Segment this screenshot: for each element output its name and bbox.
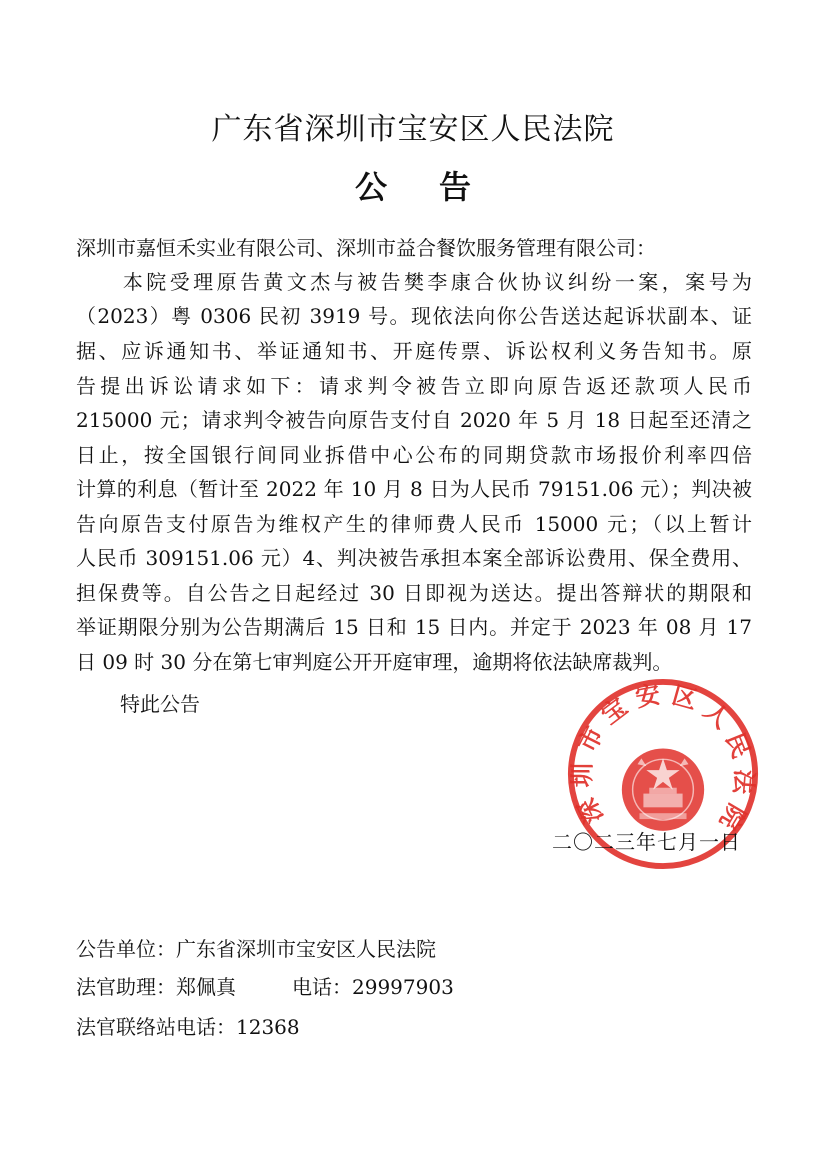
station-label: 法官联络站电话： bbox=[76, 1015, 236, 1039]
body-line: 据、应诉通知书、举证通知书、开庭传票、诉讼权利义务告知书。原 bbox=[76, 339, 752, 363]
footer-unit bbox=[76, 933, 436, 962]
body-line: 本院受理原告黄文杰与被告樊李康合伙协议纠纷一案，案号为 bbox=[76, 270, 752, 294]
phone-label: 电话： bbox=[292, 975, 352, 999]
notice-date: 二〇二三年七月一日 bbox=[552, 830, 741, 854]
phone-value: 29997903 bbox=[352, 975, 454, 999]
assistant-label: 法官助理： bbox=[76, 975, 176, 999]
body-line: 举证期限分别为公告期满后 15 日和 15 日内。并定于 2023 年 08 月 17 bbox=[76, 615, 752, 639]
notice-title-char-1: 公 bbox=[354, 168, 387, 206]
notice-title bbox=[0, 162, 826, 208]
svg-text:深圳市宝安区人民法院: 深圳市宝安区人民法院 bbox=[567, 679, 760, 835]
footer-assistant bbox=[76, 971, 454, 1000]
unit-label: 公告单位： bbox=[76, 937, 176, 961]
body-line: 计算的利息（暂计至 2022 年 10 月 8 日为人民币 79151.06 元）；判决被 bbox=[76, 477, 752, 501]
body-line: 担保费等。自公告之日起经过 30 日即视为送达。提出答辩状的期限和 bbox=[76, 581, 752, 605]
body-line: 告提出诉讼请求如下：请求判令被告立即向原告返还款项人民币 bbox=[76, 374, 752, 398]
body-line: （2023）粤 0306 民初 3919 号。现依法向你公告送达起诉状副本、证 bbox=[76, 304, 752, 328]
body-line: 日止，按全国银行间同业拆借中心公布的同期贷款市场报价利率四倍 bbox=[76, 443, 752, 467]
body-line: 人民币 309151.06 元）4、判决被告承担本案全部诉讼费用、保全费用、 bbox=[76, 546, 752, 570]
body-line: 215000 元；请求判令被告向原告支付自 2020 年 5 月 18 日起至还清之 bbox=[76, 408, 752, 432]
notice-title-char-2: 告 bbox=[439, 168, 472, 206]
court-name: 广东省深圳市宝安区人民法院 bbox=[211, 112, 615, 147]
body-line: 告向原告支付原告为维权产生的律师费人民币 15000 元；（以上暂计 bbox=[76, 512, 752, 536]
station-value: 12368 bbox=[236, 1015, 300, 1039]
unit-value: 广东省深圳市宝安区人民法院 bbox=[176, 937, 436, 961]
closing-phrase: 特此公告 bbox=[120, 692, 200, 716]
addressee: 深圳市嘉恒禾实业有限公司、深圳市益合餐饮服务管理有限公司： bbox=[76, 236, 656, 260]
footer-station bbox=[76, 1011, 300, 1040]
assistant-name: 郑佩真 bbox=[176, 975, 236, 999]
body-line: 日 09 时 30 分在第七审判庭公开开庭审理，逾期将依法缺席裁判。 bbox=[76, 650, 673, 674]
